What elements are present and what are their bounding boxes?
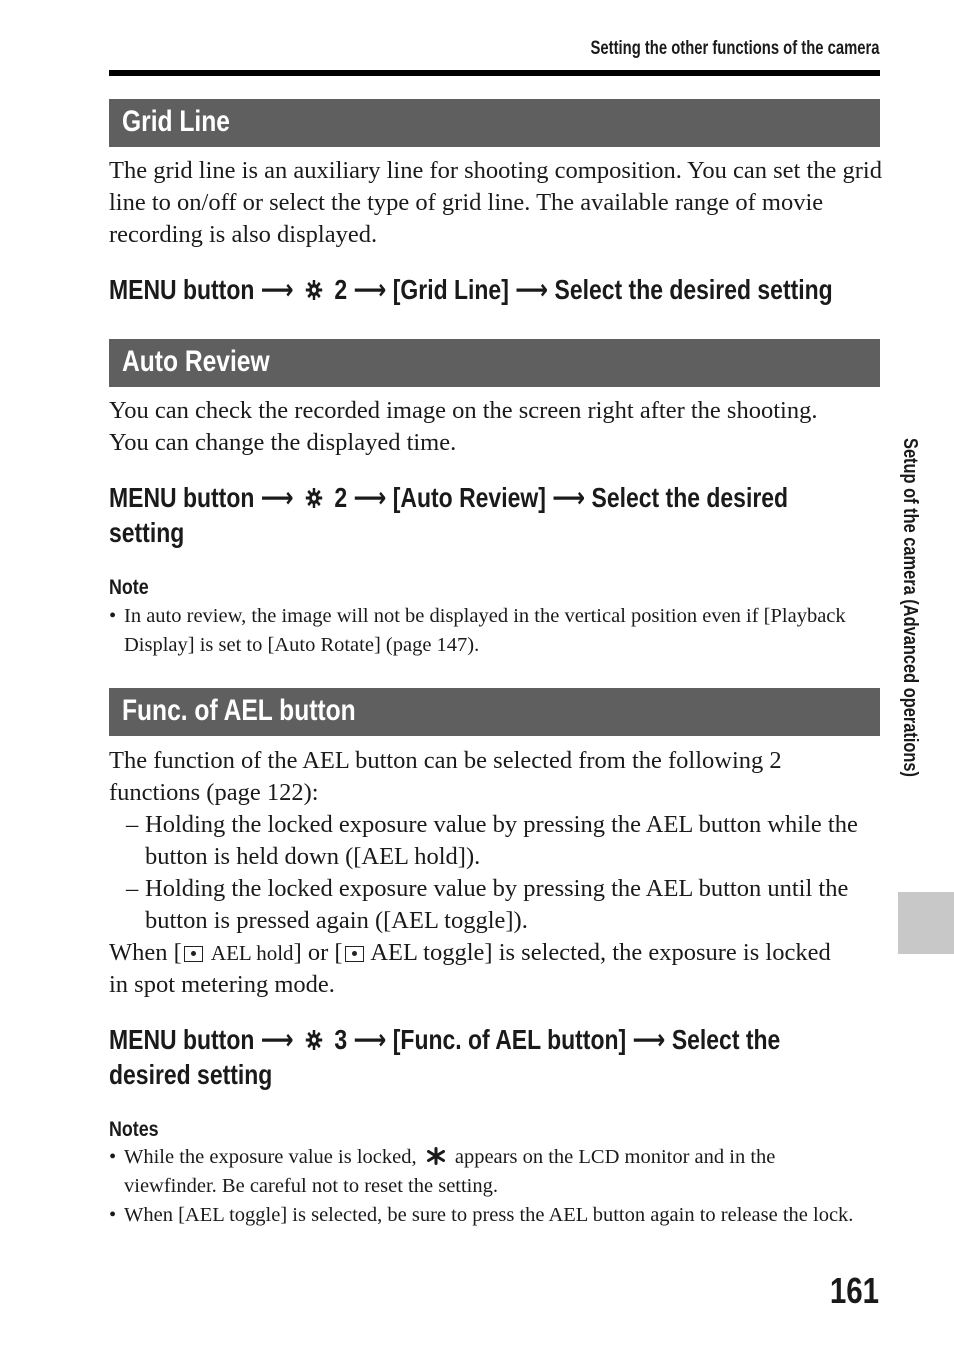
dash: – [126, 811, 139, 838]
menu-path-part: [Func. of AEL button] [392, 1024, 627, 1055]
note-text: In auto review, the image will not be displayed in the vertical position even if [Playback Display] is set to [Auto Rotate] (page 147). [124, 605, 846, 656]
notes-heading: Notes [109, 1118, 159, 1141]
dash: – [126, 875, 139, 902]
bullet: • [109, 605, 117, 627]
list-item [109, 809, 884, 873]
running-header: Setting the other functions of the camera [590, 38, 880, 59]
section-bar-ael-button [109, 688, 880, 736]
grid-line-body: The grid line is an auxiliary line for shooting composition. You can set the grid line to on/off or select the type of grid line. The available range of movie recording is also displayed. [109, 157, 882, 248]
right-arrow-icon: ⟶ [353, 1024, 387, 1055]
text-run: AEL toggle] is selected, the exposure is locked [370, 939, 831, 966]
gear-icon [305, 487, 323, 509]
menu-path-part: 2 [334, 274, 348, 305]
right-arrow-icon: ⟶ [515, 274, 549, 305]
spot-metering-icon [345, 946, 364, 962]
spot-metering-icon [184, 946, 203, 962]
text-run: ] or [ [293, 939, 343, 966]
auto-review-body-line: You can change the displayed time. [109, 429, 457, 456]
ael-menu-path [109, 1022, 780, 1057]
right-arrow-icon: ⟶ [260, 274, 294, 305]
note-text: When [AEL toggle] is selected, be sure to press the AEL button again to release the lock. [124, 1204, 854, 1226]
right-arrow-icon: ⟶ [260, 1024, 294, 1055]
right-arrow-icon: ⟶ [552, 482, 586, 513]
section-title: Func. of AEL button [122, 694, 356, 727]
menu-path-part: MENU button [109, 482, 255, 513]
gear-icon [305, 279, 323, 301]
note-text: While the exposure value is locked, [124, 1146, 417, 1168]
ael-menu-path-cont: desired setting [109, 1059, 273, 1090]
note-item [109, 602, 884, 660]
right-arrow-icon: ⟶ [260, 482, 294, 513]
top-rule [109, 70, 880, 76]
list-item [109, 873, 884, 937]
right-arrow-icon: ⟶ [353, 274, 387, 305]
auto-review-body-line: You can check the recorded image on the screen right after the shooting. [109, 397, 818, 424]
menu-path-part: MENU button [109, 274, 255, 305]
note-text: appears on the LCD monitor and in the [454, 1146, 776, 1168]
note-text: viewfinder. Be careful not to reset the setting. [124, 1175, 499, 1197]
ael-intro: The function of the AEL button can be selected from the following 2 functions (page 122): [109, 747, 782, 806]
list-item-text: Holding the locked exposure value by pressing the AEL button while the button is held down ([AEL hold]). [145, 811, 858, 870]
page-number: 161 [829, 1270, 879, 1311]
ael-when-line: in spot metering mode. [109, 971, 335, 998]
asterisk-lock-icon [426, 1147, 446, 1165]
menu-path-part: [Auto Review] [392, 482, 546, 513]
section-bar-auto-review [109, 339, 880, 387]
auto-review-menu-path-cont: setting [109, 517, 185, 548]
bullet: • [109, 1204, 117, 1226]
bullet: • [109, 1146, 117, 1168]
menu-path-part: Select the desired [591, 482, 789, 513]
note-item [109, 1143, 884, 1201]
side-tab-label: Setup of the camera (Advanced operations) [899, 438, 921, 778]
menu-path-part: Select the [671, 1024, 781, 1055]
note-heading: Note [109, 576, 149, 599]
right-arrow-icon: ⟶ [353, 482, 387, 513]
gear-icon [305, 1029, 323, 1051]
grid-line-menu-path [109, 272, 833, 307]
auto-review-menu-path [109, 480, 788, 515]
menu-path-part: MENU button [109, 1024, 255, 1055]
menu-path-part: 3 [334, 1024, 348, 1055]
text-run: AEL hold [210, 941, 294, 965]
menu-path-part: Select the desired setting [554, 274, 833, 305]
section-title: Auto Review [122, 345, 270, 378]
list-item-text: Holding the locked exposure value by pressing the AEL button until the button is pressed again ([AEL toggle]). [145, 875, 849, 934]
side-tab-marker [898, 892, 954, 954]
menu-path-part: 2 [334, 482, 348, 513]
right-arrow-icon: ⟶ [632, 1024, 666, 1055]
section-title: Grid Line [122, 105, 230, 138]
ael-when-line [109, 937, 884, 969]
note-text-block [124, 1143, 884, 1201]
note-item [109, 1201, 884, 1259]
text-run: When [ [109, 939, 182, 966]
section-bar-grid-line [109, 99, 880, 147]
menu-path-part: [Grid Line] [392, 274, 509, 305]
